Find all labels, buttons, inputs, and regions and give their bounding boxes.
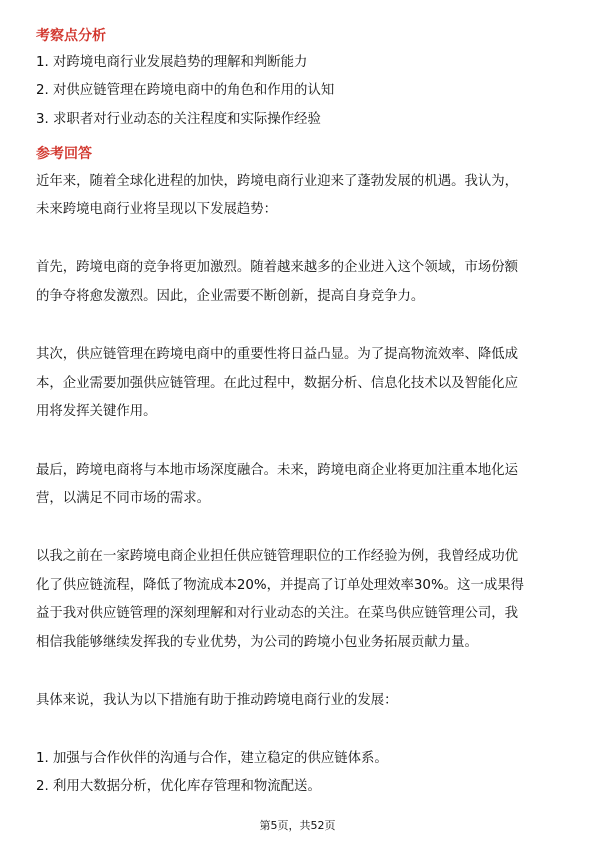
paragraph-line: 用将发挥关键作用。 [36, 404, 157, 419]
paragraph-line: 最后，跨境电商将与本地市场深度融合。未来，跨境电商企业将更加注重本地化运 [36, 463, 519, 478]
measure-item-1: 1. 加强与合作伙伴的沟通与合作，建立稳定的供应链体系。 [36, 751, 388, 766]
paragraph-line: 以我之前在一家跨境电商企业担任供应链管理职位的工作经验为例，我曾经成功优 [36, 549, 519, 564]
analysis-item-1: 1. 对跨境电商行业发展趋势的理解和判断能力 [36, 55, 308, 70]
paragraph-line: 近年来，随着全球化进程的加快，跨境电商行业迎来了蓬勃发展的机遇。我认为， [36, 174, 519, 189]
paragraph-line: 化了供应链流程，降低了物流成本20%，并提高了订单处理效率30%。这一成果得 [36, 578, 525, 593]
paragraph-line: 其次，供应链管理在跨境电商中的重要性将日益凸显。为了提高物流效率、降低成 [36, 347, 519, 362]
section-heading-answer: 参考回答 [36, 146, 92, 162]
paragraph-line: 本，企业需要加强供应链管理。在此过程中，数据分析、信息化技术以及智能化应 [36, 376, 519, 391]
paragraph-line: 具体来说，我认为以下措施有助于推动跨境电商行业的发展： [36, 693, 398, 708]
section-heading-analysis: 考察点分析 [36, 28, 106, 44]
paragraph-line: 营，以满足不同市场的需求。 [36, 491, 211, 506]
paragraph-line: 相信我能够继续发挥我的专业优势，为公司的跨境小包业务拓展贡献力量。 [36, 635, 478, 650]
paragraph-line: 的争夺将愈发激烈。因此，企业需要不断创新，提高自身竞争力。 [36, 289, 425, 304]
analysis-item-2: 2. 对供应链管理在跨境电商中的角色和作用的认知 [36, 83, 335, 98]
paragraph-line: 首先，跨境电商的竞争将更加激烈。随着越来越多的企业进入这个领域，市场份额 [36, 260, 519, 275]
paragraph-line: 益于我对供应链管理的深刻理解和对行业动态的关注。在菜鸟供应链管理公司，我 [36, 606, 519, 621]
analysis-item-3: 3. 求职者对行业动态的关注程度和实际操作经验 [36, 112, 321, 127]
paragraph-line: 未来跨境电商行业将呈现以下发展趋势： [36, 202, 278, 217]
measure-item-2: 2. 利用大数据分析，优化库存管理和物流配送。 [36, 779, 321, 794]
page-number: 第5页，共52页 [259, 819, 336, 832]
